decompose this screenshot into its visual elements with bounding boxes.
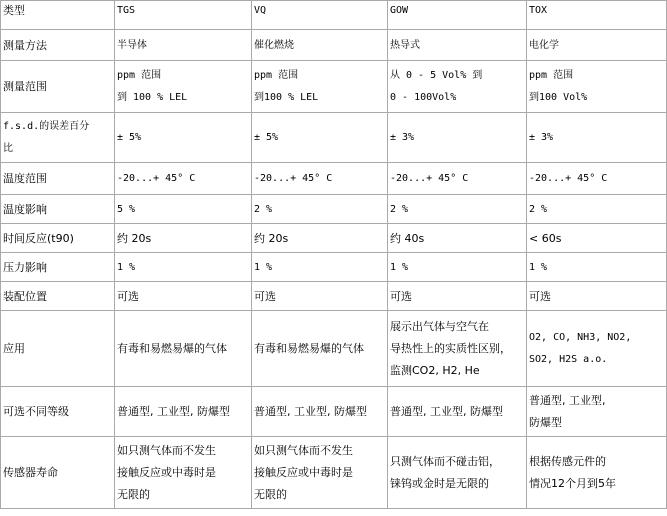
table-cell: 约 40s: [388, 224, 527, 253]
table-cell: ± 3%: [388, 113, 527, 163]
table-cell: 约 20s: [115, 224, 252, 253]
table-row: [1, 311, 667, 387]
header-model-cell: TGS: [115, 1, 252, 30]
table-cell: 如只测气体而不发生 接触反应或中毒时是 无限的: [115, 437, 252, 509]
table-cell: 可选: [252, 282, 388, 311]
table-row: [1, 195, 667, 224]
table-cell: 5 %: [115, 195, 252, 224]
table-cell: 可选: [115, 282, 252, 311]
table-row: [1, 113, 667, 163]
table-cell: < 60s: [527, 224, 667, 253]
table-cell: 半导体: [115, 30, 252, 61]
row-label-cell: 应用: [1, 311, 115, 387]
table-cell: ± 5%: [115, 113, 252, 163]
table-cell: O2, CO, NH3, NO2, SO2, H2S a.o.: [527, 311, 667, 387]
table-cell: ± 3%: [527, 113, 667, 163]
row-label-cell: 可选不同等级: [1, 387, 115, 437]
table-cell: 普通型, 工业型, 防爆型: [388, 387, 527, 437]
table-cell: 只测气体而不碰击铝， 铼钨或金时是无限的: [388, 437, 527, 509]
header-row: [1, 1, 667, 30]
row-label-cell: 温度影响: [1, 195, 115, 224]
table-cell: -20...+ 45° C: [252, 163, 388, 195]
row-label-cell: 测量范围: [1, 61, 115, 113]
table-cell: 热导式: [388, 30, 527, 61]
row-label-cell: 温度范围: [1, 163, 115, 195]
table-row: [1, 437, 667, 509]
table-cell: -20...+ 45° C: [115, 163, 252, 195]
table-cell: 可选: [527, 282, 667, 311]
table-cell: 2 %: [388, 195, 527, 224]
row-label-cell: 传感器寿命: [1, 437, 115, 509]
table-cell: ppm 范围 到100 % LEL: [252, 61, 388, 113]
table-cell: 可选: [388, 282, 527, 311]
table-cell: 普通型, 工业型, 防爆型: [527, 387, 667, 437]
table-cell: 普通型, 工业型, 防爆型: [252, 387, 388, 437]
table-cell: 有毒和易燃易爆的气体: [115, 311, 252, 387]
row-label-cell: 压力影响: [1, 253, 115, 282]
table-cell: 如只测气体而不发生 接触反应或中毒时是 无限的: [252, 437, 388, 509]
table-cell: ppm 范围 到 100 % LEL: [115, 61, 252, 113]
table-cell: 电化学: [527, 30, 667, 61]
table-row: [1, 61, 667, 113]
table-cell: 1 %: [252, 253, 388, 282]
table-cell: 根据传感元件的 情况12个月到5年: [527, 437, 667, 509]
table-cell: 催化燃烧: [252, 30, 388, 61]
header-model-cell: VQ: [252, 1, 388, 30]
table-cell: 从 0 - 5 Vol% 到 0 - 100Vol%: [388, 61, 527, 113]
table-row: [1, 224, 667, 253]
table-cell: ± 5%: [252, 113, 388, 163]
row-label-cell: 时间反应(t90): [1, 224, 115, 253]
row-label-cell: f.s.d.的误差百分 比: [1, 113, 115, 163]
table-cell: 1 %: [115, 253, 252, 282]
row-label-cell: 测量方法: [1, 30, 115, 61]
table-cell: 展示出气体与空气在 导热性上的实质性区别， 监测CO2, H2, He: [388, 311, 527, 387]
table-row: [1, 30, 667, 61]
table-cell: 普通型, 工业型, 防爆型: [115, 387, 252, 437]
table-cell: -20...+ 45° C: [527, 163, 667, 195]
table-row: [1, 163, 667, 195]
header-model-cell: TOX: [527, 1, 667, 30]
table-cell: 有毒和易燃易爆的气体: [252, 311, 388, 387]
table-cell: 约 20s: [252, 224, 388, 253]
table-cell: -20...+ 45° C: [388, 163, 527, 195]
table-cell: 1 %: [527, 253, 667, 282]
header-type-cell: 类型: [1, 1, 115, 30]
row-label-cell: 装配位置: [1, 282, 115, 311]
table-row: [1, 253, 667, 282]
table-cell: 2 %: [252, 195, 388, 224]
table-row: [1, 282, 667, 311]
header-model-cell: GOW: [388, 1, 527, 30]
table-cell: 1 %: [388, 253, 527, 282]
table-cell: 2 %: [527, 195, 667, 224]
table-cell: ppm 范围 到100 Vol%: [527, 61, 667, 113]
table-row: [1, 387, 667, 437]
